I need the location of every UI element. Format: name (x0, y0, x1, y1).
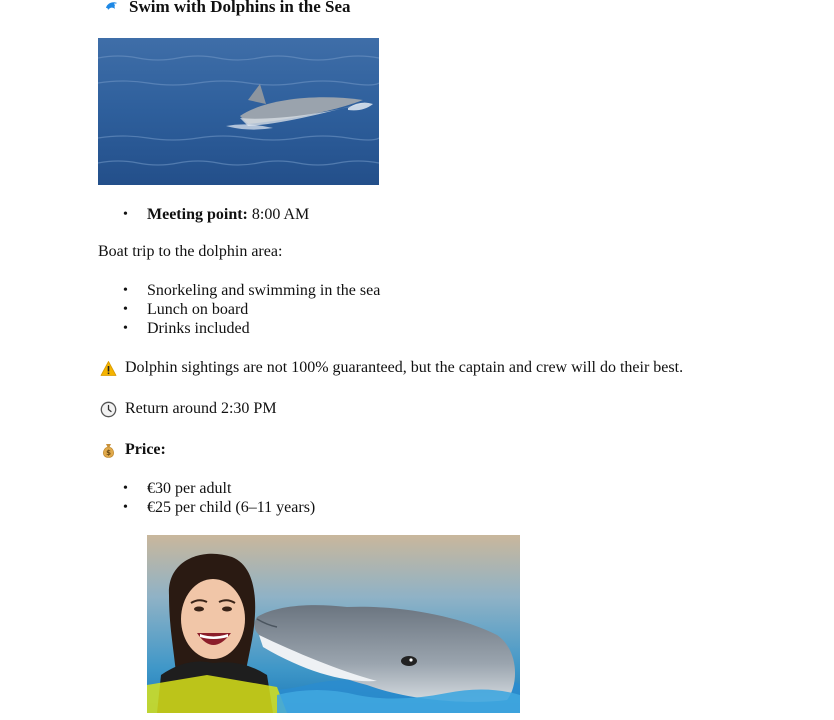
woman-dolphin-photo (147, 535, 520, 713)
boat-intro: Boat trip to the dolphin area: (98, 243, 283, 260)
clock-icon (100, 401, 117, 418)
dolphin-sea-photo (98, 38, 379, 185)
meeting-value: 8:00 AM (247, 206, 310, 223)
meeting-list (100, 205, 309, 224)
list-item: • Snorkeling and swimming in the sea (100, 281, 380, 300)
price-label: Price: (125, 441, 166, 458)
warning-text: Dolphin sightings are not 100% guaranteed, but the captain and crew will do their best. (125, 359, 684, 376)
price-line (100, 440, 166, 460)
list-item: • €25 per child (6–11 years) (100, 498, 315, 517)
warning-icon (100, 360, 117, 377)
price-list (100, 479, 315, 517)
page-title: Swim with Dolphins in the Sea (129, 0, 351, 16)
warning-line (100, 358, 683, 378)
money-bag-icon (100, 442, 117, 459)
list-item (100, 205, 309, 224)
meeting-label: Meeting point: (147, 206, 248, 223)
list-item: • Drinks included (100, 319, 380, 338)
return-line (100, 399, 277, 419)
page-title-row (104, 0, 351, 17)
dolphin-icon (104, 0, 120, 15)
activities-list (100, 281, 380, 338)
list-item: • €30 per adult (100, 479, 315, 498)
list-item: • Lunch on board (100, 300, 380, 319)
return-text: Return around 2:30 PM (125, 400, 277, 417)
svg-text:$: $ (106, 448, 111, 457)
